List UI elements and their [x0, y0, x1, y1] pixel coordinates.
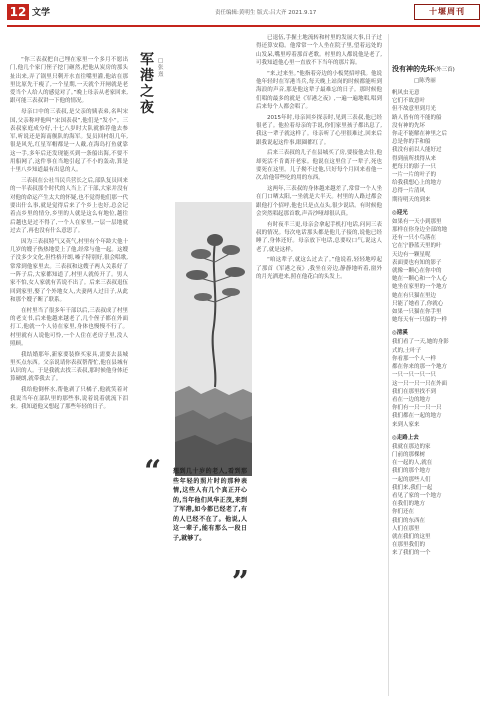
poem-block [392, 89, 484, 204]
poem-line: 她在一颗心和一个人心 [392, 276, 448, 283]
poem-line: 都在你来的那一个地方 [392, 364, 448, 371]
pine-tree-photo-icon [175, 202, 252, 476]
poem-line: 总是你的手和船 [392, 139, 431, 146]
poem-heading: ◎清溪 [392, 330, 408, 337]
poem-line: 表面要也有知的影子 [392, 259, 442, 266]
article-paragraph: “你三表叔把自己埋在家里一个多月不愿出门,他几个家门侄子挖门砸然,把他从炭房的那头扯出来,弄了锅里只剩开水直往嘴里灌,他站在那里比原先干瘦了,一个星期,一天就个开闸就是老爱当个人给人的感觉对了。”晚上母亲从老家回来,跟可能三表叔讲一下他的情况。 [10, 57, 128, 105]
article-paragraph: 2015年时,母亲回乡探亲时,见到三表叔,他已经很老了。他拉着母亲的手说,你们家里孩子都出息了,我这一辈子就这样了。母亲听了心里很难过,回来后跟我说起这件事,眼圈都红了。 [256, 114, 382, 146]
poem-line: 给我我想心上的地方 [392, 180, 442, 187]
poem-line: 我没有前以人能好过 [392, 147, 442, 154]
poem-block [392, 208, 484, 325]
article-paragraph: 因为三表叔特气又英气,村里有个年龄大他十几岁的嫂子热热地爱上了他,经常与他一起。这嫂子没多少文化,但性格开朗,嗓子特别好,很会唱歌,常常到他家里去。三表叔和这嫂子两人关系好了一阵子后,大家都知道了,村里人就传开了。男人家不怕,女人家就有苦说不出了。后来三表叔退伍回到家里,娶了个外地女人,夫妻两人过日子,从此和那个嫂子断了联系。 [10, 238, 128, 303]
poem-line: 如果有一天小到那里 [392, 218, 442, 225]
poem-line: 你们有一只一只一只 [392, 405, 442, 412]
poem-line: 得到前所找得从来 [392, 155, 437, 162]
pull-quote-text: 想到几十岁的老人,看到那些年轻的照片时的那种表情,这些人有几个真正开心的,当年他们风华正茂,来到了军港,如今都已经老了,有的人已经不在了。他说,人这一辈子,能有那么一段日子,就够了。 [173, 468, 247, 542]
article-paragraph: 有时夜半三更,母亲会拿起手机打电话,问问三表叔的情况。每次电话那头都是他儿子接的,说他已经睡了,身体还好。母亲放下电话,总要叹口气,说这人老了,就是这样。 [256, 221, 382, 253]
poem-line: 她坐在家里的一个地方 [392, 284, 448, 291]
poem-line: 如果一只猫在你手里 [392, 309, 442, 316]
section-title: 文学 [32, 8, 51, 18]
poem-line: 没有神的先坏 [392, 122, 426, 129]
open-quote-icon: “ [144, 454, 162, 489]
article-author: □张熹 [158, 58, 164, 78]
poem-line: 那样在你身边全部的地 [392, 227, 448, 234]
poems-section [392, 64, 484, 700]
poem-line: 在那里我们的 [392, 542, 426, 549]
poem-author: □陈秀丽 [414, 78, 436, 84]
article-title: 军港之夜 [140, 52, 154, 116]
poem-heading: ◎迎光 [392, 209, 408, 216]
poem-line: 它在宁静蓝天里的叶 [392, 243, 442, 250]
poem-line: 你看那一个人一样 [392, 355, 437, 362]
poem-line: 一片一片的叶子的 [392, 172, 437, 179]
poem-line: 来了我们的一个 [392, 550, 431, 557]
poem-line: 它们不故意叶 [392, 98, 426, 105]
poem-groups [392, 89, 484, 558]
poem-line: 她每天有一只船的一样 [392, 317, 448, 324]
article-paragraph: 这两年,三表叔的身体越来越差了,常常一个人坐在门口晒太阳,一坐就是大半天。村里的人路过都会跟他打个招呼,他也只是点点头,很少说话。有时候他会突然唱起那首歌,声音沙哑却很认真。 [256, 186, 382, 217]
poem-line: 就像一颗心在你中的 [392, 268, 442, 275]
poem-heading: ◎走路上去 [392, 434, 419, 441]
poem-line: 我们来,我们一起 [392, 484, 433, 491]
poem-line: 你走不能解在神里之后 [392, 131, 448, 138]
poem-block [392, 433, 484, 558]
article-paragraph: 后来三表叔的儿子在县城买了房,要接他去住,他却死活不肯离开老家。他说在这里住了一辈子,死也要死在这里。儿子拗不过他,只好每个月回来看他一次,给他带些吃的用的东西。 [256, 150, 382, 182]
article-paragraph: 三表叔在公社当民兵营长之后,部队复员回来的一半表叔那个时代的人当上了干部,大家并没有对他的命运产生太大的怀疑,也不觉得他们那一代要出什么事,就是觉得后来了个乡上也好,总会记着点乡里的情分,乡里的人就是这么有地位,越往后越也是过不得了,一个人在家里,一层一层地就过去了,再也没有什么意思了。 [10, 178, 128, 234]
poem-line: 期待明天的到来 [392, 196, 431, 203]
poem-title [392, 64, 484, 74]
article-paragraph: 母亲口中的三表叔,是父亲的姨表弟,名叫宋国,父亲称呼他叫“宋国表叔”,他们是“发小”。三表叔家庭成分好,十七八岁时大队就推荐他去参军,听说还是海南舰队的海军。复员回村组几年,很是风光,红星军帽都是一人戴,在海岛打鱼就靠这一手,多年后还发现能买到一条船出海,不要不用船网了,这件事在当地引起了不小的轰动,算是十里八乡知道最有出息的人。 [10, 109, 128, 174]
column-divider [388, 34, 389, 696]
article-paragraph: “来,过来坐。”他指着旁边的小板凳招呼我。他说他年轻时在军港当兵,每天晚上站岗的时候都能听到海浪的声音,那是他这辈子最难忘的日子。那时候他们唱的最多的就是《军港之夜》,一遍一遍地唱,唱到后来每个人都会唱了。 [256, 70, 382, 110]
article-paragraph: 已退伍,手握土地流转和村里的发展大事,日子过得还算安稳。他常常一个人坐在院子里,望着远处的山发呆,嘴里哼着那首老歌。村里的人都说他是老了,可我知道他心里一直放不下当年的那片海。 [256, 35, 382, 66]
poem-line: 还有一只小鸟落在 [392, 235, 437, 242]
header-rule [7, 25, 480, 27]
poem-line: 但不故意里到月光 [392, 106, 437, 113]
poem-line: 在我们的地方 [392, 501, 426, 508]
poem-line: 看见了家的一个地方 [392, 492, 442, 499]
poem-line: 看在一边的地方 [392, 396, 431, 403]
poem-line: 天边有一颗星呢 [392, 251, 431, 258]
poem-line: 我们在那里找不到 [392, 388, 437, 395]
poem-line: 帆风虫无意 [392, 90, 420, 96]
poem-line: 一只一只一只一只 [392, 372, 437, 379]
close-quote-icon: ” [231, 565, 249, 600]
article-paragraph: 在村里当了很多年干部以后,三表叔成了村里的老支书,后来他越来越老了,几个侄子都在外面打工,他就一个人待在家里,身体也慢慢不行了。村里就有人说他可怜,一个人住在老房子里,没人照顾。 [10, 307, 128, 347]
poem-line: 式的,土叶子 [392, 347, 422, 354]
poem-line: 我们看了一天,她的身影 [392, 339, 449, 346]
publication-name: 十堰周刊 [414, 4, 480, 20]
poem-line: 我们的东西在 [392, 517, 426, 524]
article-photo [175, 202, 252, 476]
poem-line: 在一起的人,就在 [392, 460, 433, 467]
poem-line: 门前的那棵树 [392, 451, 426, 458]
poem-line: 人们在那里 [392, 525, 420, 532]
poem-block [392, 328, 484, 428]
poem-line: 你们还在 [392, 509, 415, 516]
article-paragraph: 我给他倒杯水,帮他剥了只橘子,他就笑着对我说当年在部队里的那些事,说着说着就流下泪来。我知道他又想起了那些年轻的日子。 [10, 387, 128, 410]
poem-line: 路人皆有的不能的船 [392, 114, 442, 121]
page-header [0, 0, 486, 24]
poem-line: 我们都在一起的地方 [392, 413, 442, 420]
article-paragraph: “咱这辈子,就这么过去了。”他说着,轻轻地哼起了那首《军港之夜》,我坐在旁边,静静地听着,窗外的月光洒进来,照在他花白的头发上。 [256, 257, 382, 281]
poem-line: 一起的那些人们 [392, 476, 431, 483]
poem-line: 她在有只猫在里边 [392, 292, 437, 299]
article-paragraph: 我结婚那年,新家要装修买家具,需要去县城里买点东西。父亲说请你表叔帮帮忙,他在县城有认识的人。于是我就去找三表叔,那时候他身体还算硬朗,就带我去了。 [10, 351, 128, 383]
poem-line: 只能了她看了,你就心 [392, 300, 444, 307]
poem-line: 我就在那边的家 [392, 443, 431, 450]
poem-line: 总得一片清风 [392, 188, 426, 195]
poem-line: 就在我们的这里 [392, 533, 431, 540]
article-column-right [256, 34, 382, 696]
poem-title-text: 没有神的先坏 [392, 65, 434, 73]
poem-line: 我们的那个地方 [392, 468, 431, 475]
page-number: 12 [7, 4, 29, 20]
poem-line: 这一只一只一只在外面 [392, 380, 448, 387]
pull-quote [143, 455, 251, 598]
poem-line: 来到人家来 [392, 421, 420, 428]
editor-credits: 责任编辑:黄明生 版式:吕大齐 2021.9.17 [215, 10, 317, 16]
poem-title-sub: (外三首) [434, 67, 455, 73]
poem-line: 把每只的影子一只 [392, 163, 437, 170]
article-column-left [10, 56, 128, 696]
